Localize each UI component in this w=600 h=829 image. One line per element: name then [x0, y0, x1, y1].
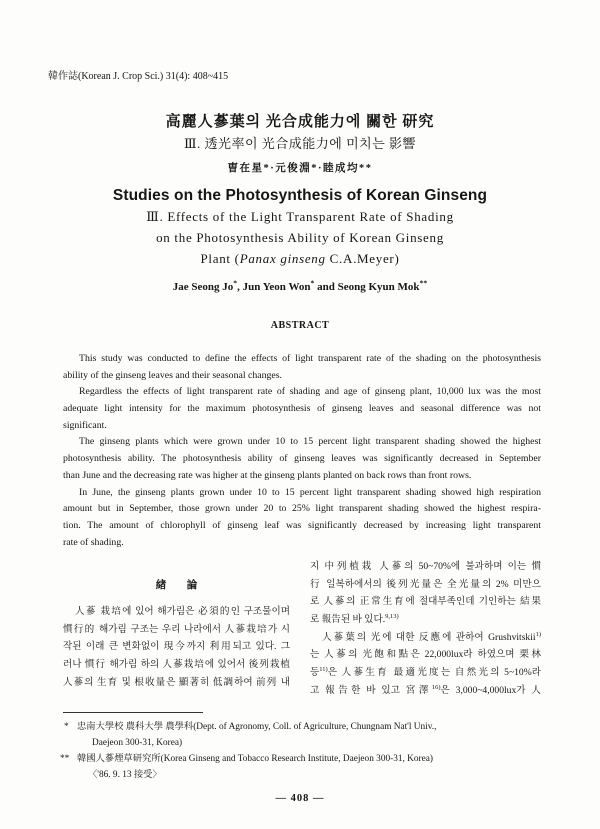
- abstract-line: significant.: [63, 419, 107, 431]
- citation-ref: 9,13): [385, 612, 399, 620]
- english-title-line-4: [0, 251, 600, 267]
- citation-ref: 1): [535, 630, 541, 638]
- abstract-line: The ginseng plants which were grown under 10 to 15 percent light transparent shading showed the highest: [79, 436, 541, 448]
- body-line: 지 中列植栽 人蔘의 50~70%에 불과하며 이는 慣: [310, 561, 541, 572]
- footnote-affiliation-1-continued: Daejeon 300-31, Korea): [92, 738, 183, 748]
- citation-ref: 16): [431, 683, 441, 691]
- body-line: 러나 慣行 해가림 하의 人蔘栽培에 있어서 後列栽植: [63, 659, 290, 671]
- author-separator: and: [314, 281, 338, 293]
- body-line: [310, 664, 541, 682]
- footnote-mark: **: [60, 754, 70, 764]
- footnote-divider: [63, 712, 203, 713]
- abstract-line: than June and the decreasing rate was higher at the ginseng plants planted on back rows than front rows.: [63, 469, 472, 481]
- abstract-line: amount but in September, those grown under 20 to 25% light transparent shading showed the highest respira-: [63, 503, 541, 515]
- footnote-text: 韓國人蔘煙草研究所(Korea Ginseng and Tobacco Research Institute, Daejeon 300-31, Korea): [77, 754, 433, 764]
- abstract-line: photosynthesis ability. The photosynthesis ability of ginseng leaves was significantly decreased in September: [63, 453, 541, 465]
- body-line: 작된 이래 큰 변화없이 現今까지 利用되고 있다. 그: [63, 641, 290, 653]
- body-text: 등: [310, 667, 320, 679]
- author-separator: ,: [237, 281, 243, 293]
- citation-ref: 11): [319, 665, 328, 673]
- body-line: [310, 682, 541, 700]
- body-line: 로 人蔘의 正常生育에 절대부족인데 기인하는 結果: [310, 596, 541, 608]
- introduction-right-column: [310, 558, 541, 700]
- body-text: 로 報告된 바 있다.: [310, 614, 386, 626]
- abstract-line: tion. The amount of chlorophyll of ginseng leaf was significantly decreased by increasing light transparent: [63, 519, 541, 531]
- abstract-heading: ABSTRACT: [270, 320, 330, 331]
- introduction-left-column: [63, 603, 290, 691]
- english-title-line-3: on the Photosynthesis Ability of Korean Ginseng: [156, 230, 444, 245]
- body-line: [310, 611, 541, 629]
- affiliation-mark: **: [419, 278, 428, 288]
- body-line: 慣行的 해가림 구조는 우리 나라에서 人蔘栽培가 시: [63, 623, 290, 635]
- received-date: 〈'86. 9. 13 接受〉: [88, 770, 162, 780]
- title-line-4-end: C.A.Meyer): [325, 251, 400, 266]
- body-text: 고 報告한 바 있고 宮澤: [310, 684, 432, 696]
- body-line: 는 人蔘의 光飽和點은 22,000lux라 하였으며 栗林: [310, 649, 541, 661]
- footnote-affiliation-2: [60, 751, 433, 767]
- korean-authors: 曺在星*·元俊淵*·睦成均**: [227, 163, 373, 174]
- abstract-line: Regardless the effects of light transparent rate of shading and age of ginseng plant, 10,000 lux was the most: [79, 386, 541, 398]
- footnote-affiliation-1: [64, 719, 436, 735]
- body-text: 은 3,000~4,000lux가 人: [440, 684, 541, 696]
- english-authors: [0, 278, 600, 293]
- author-name: Seong Kyun Mok: [337, 281, 420, 293]
- running-head: 韓作誌(Korean J. Crop Sci.) 31(4): 408~415: [48, 71, 229, 82]
- footnote-text: 忠南大學校 農科大學 農學科(Dept. of Agronomy, Coll. of Agriculture, Chungnam Nat'l Univ.,: [77, 722, 437, 732]
- abstract-body: [63, 351, 541, 551]
- body-text: 人蔘葉의 光에 대한 反應에 관하여 Grushvitskii: [322, 631, 536, 643]
- abstract-line: This study was conducted to define the effects of light transparent rate of the shading on the photosynthesis: [79, 353, 541, 364]
- body-text: 은 人蔘生育 最適光度는 自然光의 5~10%라: [327, 667, 541, 679]
- abstract-line: ability of the ginseng leaves and their seasonal changes.: [63, 369, 282, 381]
- introduction-heading: 緖 論: [155, 580, 198, 591]
- affiliation-mark: *: [233, 278, 238, 288]
- body-line: 人蔘의 生育 및 根收量은 顯著히 低調하여 前列 내: [63, 676, 290, 688]
- species-name: Panax ginseng: [239, 251, 326, 266]
- body-line: 行 일복하에서의 後列光量은 全光量의 2% 미만으: [310, 578, 541, 590]
- author-name: Jun Yeon Won: [242, 281, 311, 293]
- korean-title: 高麗人蔘葉의 光合成能力에 關한 研究: [165, 114, 435, 130]
- abstract-line: rate of shading.: [63, 536, 124, 548]
- page-number: — 408 —: [275, 793, 325, 804]
- affiliation-mark: *: [310, 278, 315, 288]
- abstract-line: In June, the ginseng plants grown under 10 to 15 percent light transparent shading showed high respiration: [79, 486, 541, 498]
- author-name: Jae Seong Jo: [172, 281, 234, 293]
- body-line: [310, 629, 541, 647]
- body-line: 人蔘 栽培에 있어 해가림은 必須的인 구조물이며: [75, 606, 290, 617]
- english-title-line-2: Ⅲ. Effects of the Light Transparent Rate of Shading: [146, 209, 454, 224]
- korean-subtitle: Ⅲ. 透光率이 光合成能力에 미치는 影響: [183, 136, 417, 151]
- abstract-line: adequate light intensity for the maximum photosynthesis of ginseng leaves and seasonal difference was not: [63, 403, 541, 415]
- title-line-4-start: Plant (: [200, 251, 240, 266]
- english-title: Studies on the Photosynthesis of Korean Ginseng: [112, 187, 488, 204]
- footnote-mark: *: [64, 722, 69, 732]
